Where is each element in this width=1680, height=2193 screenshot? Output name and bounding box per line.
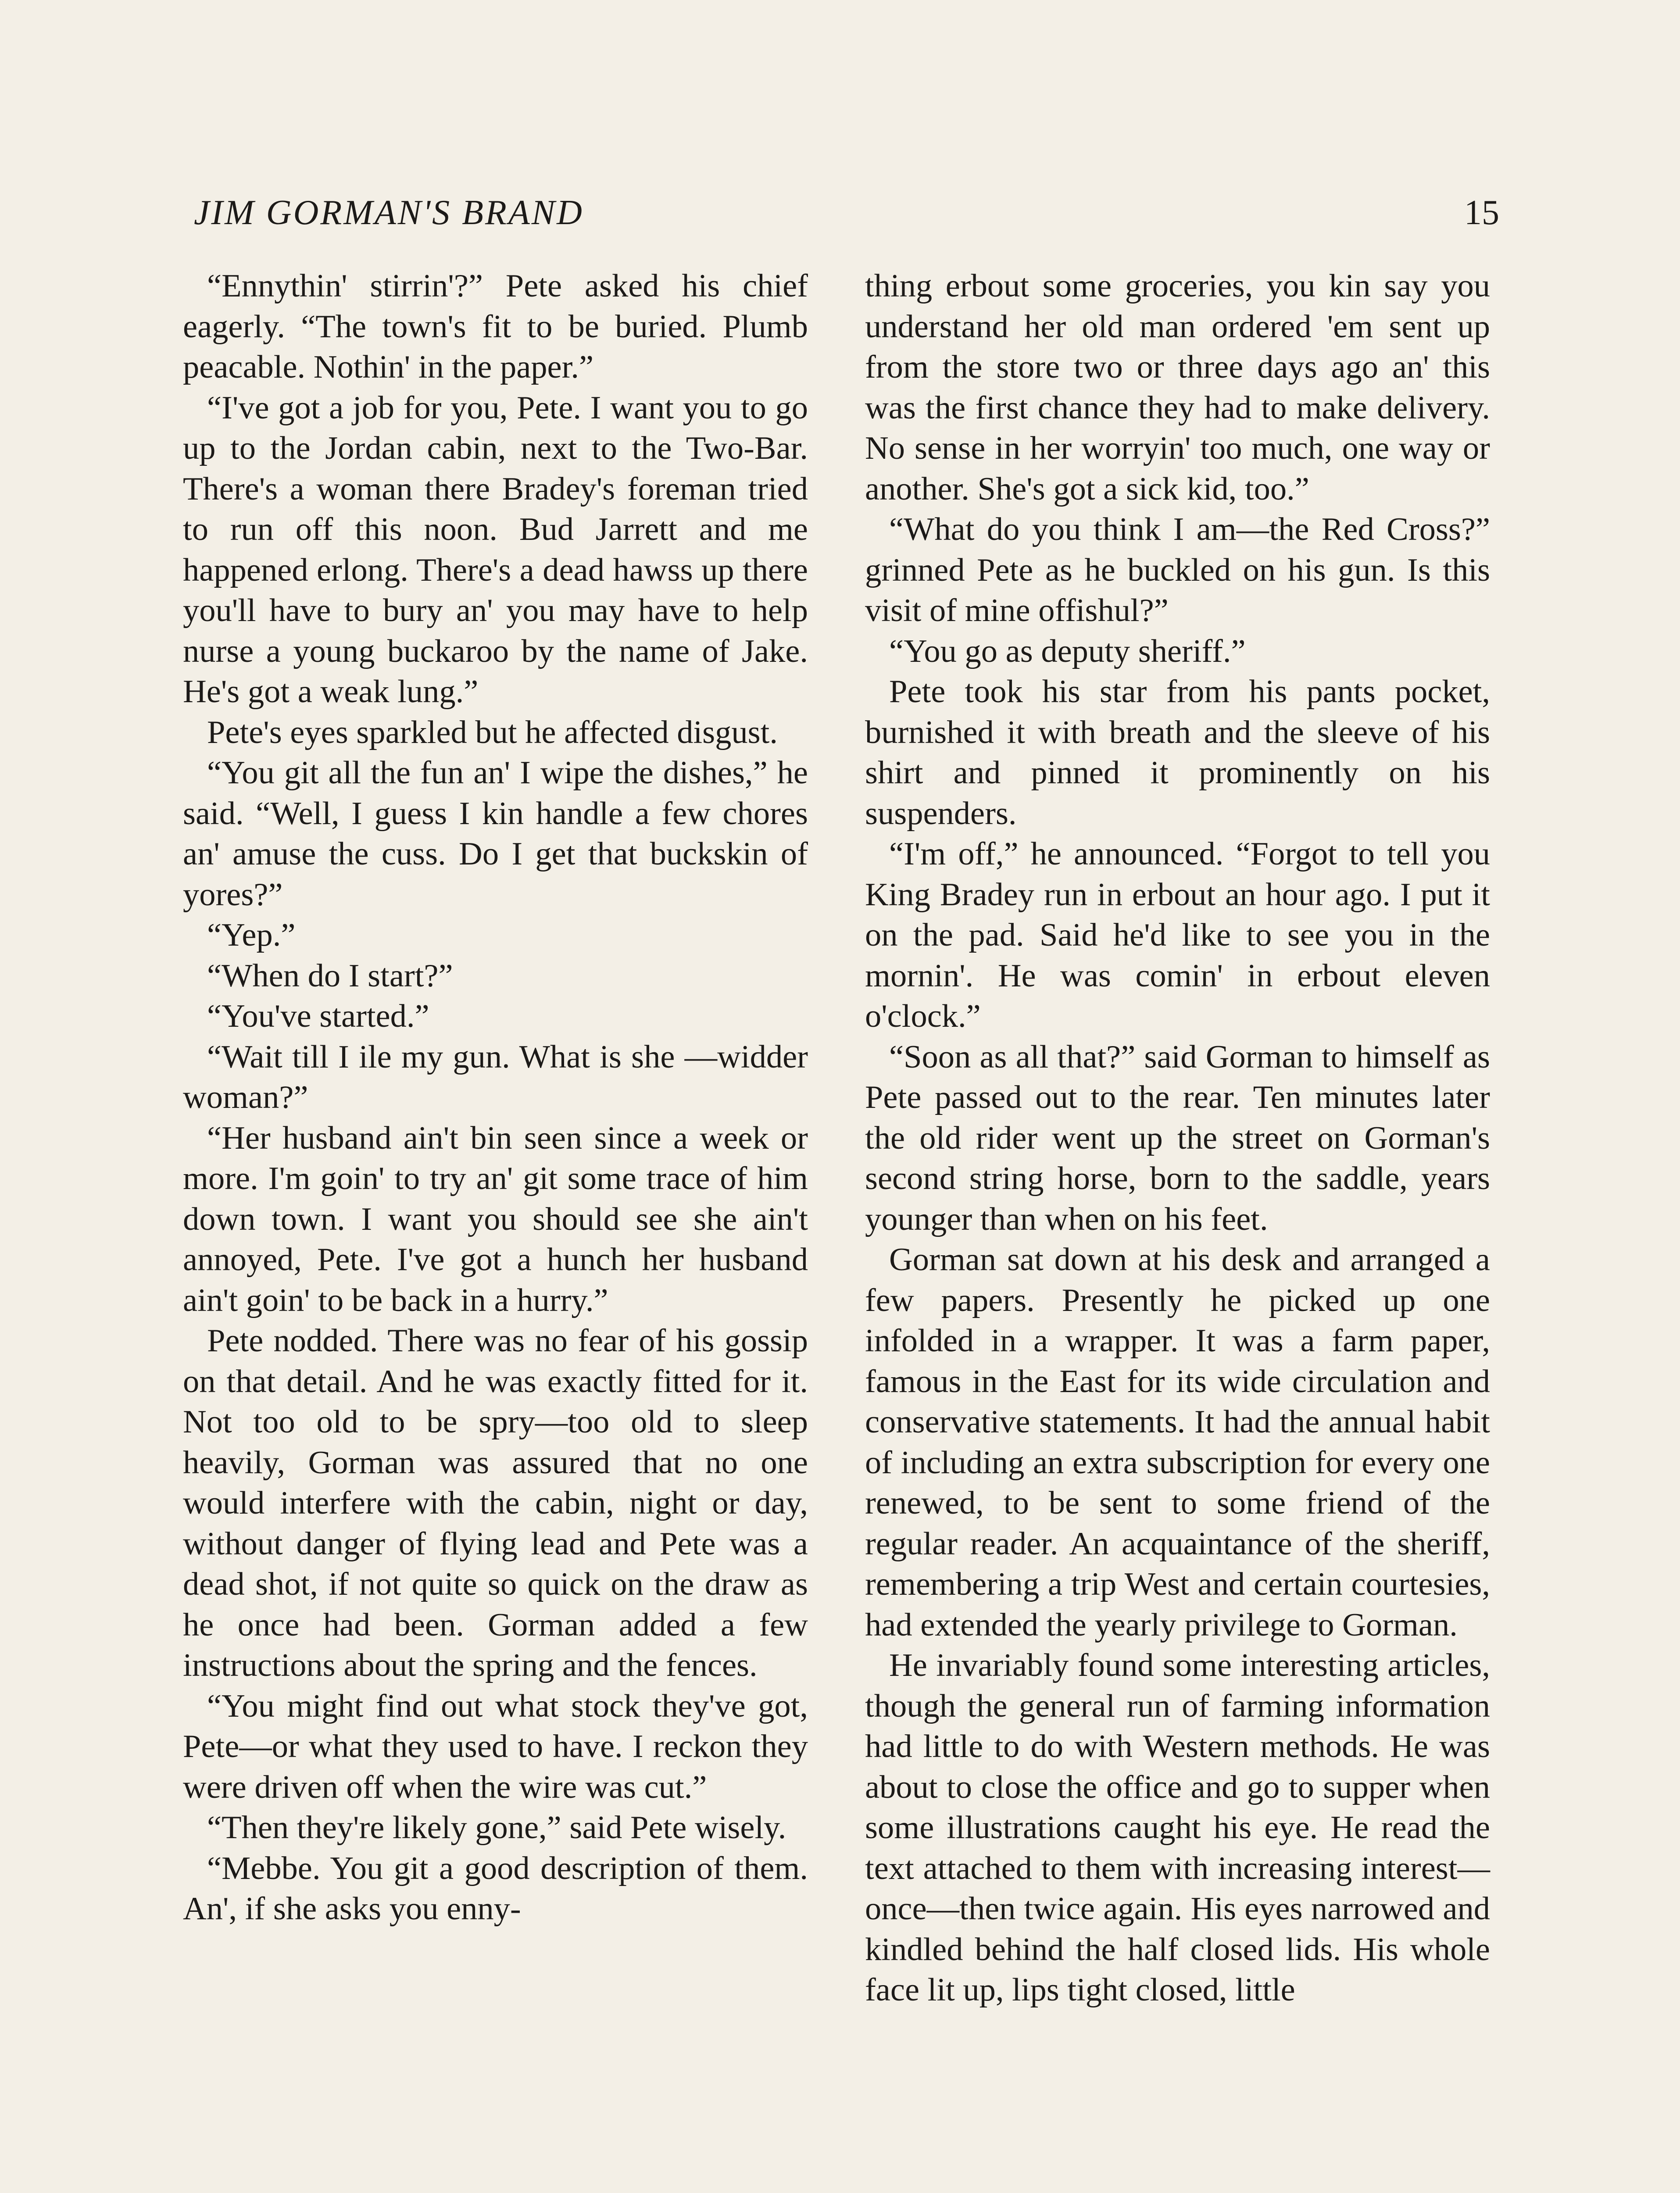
paragraph: Pete's eyes sparkled but he affected disgust. xyxy=(207,714,778,750)
paragraph: “Mebbe. You git a good description of them. An', if she asks you enny- xyxy=(183,1850,808,1927)
right-column xyxy=(865,266,1490,2011)
paragraph: “When do I start?” xyxy=(207,957,453,994)
paragraph: “Her husband ain't bin seen since a week or more. I'm goin' to try an' git some trace of him down town. I want you should see she ain't annoyed, Pete. I've got a hunch her husband ain't goin' to be back in a hurry.” xyxy=(183,1120,808,1318)
paragraph: “You've started.” xyxy=(207,998,429,1034)
paragraph: Gorman sat down at his desk and arranged a few papers. Presently he picked up one infolded in a wrapper. It was a farm paper, famous in the East for its wide circulation and conservative statements. It had the annual habit of including an extra subscription for every one renewed, to be sent to some friend of the regular reader. An acquaintance of the sheriff, remembering a trip West and certain courtesies, had extended the yearly privilege to Gorman. xyxy=(865,1242,1490,1643)
left-column xyxy=(183,266,808,1929)
paragraph: “You go as deputy sheriff.” xyxy=(889,633,1246,669)
paragraph: thing erbout some groceries, you kin say you understand her old man ordered 'em sent up from the store two or three days ago an' this was the first chance they had to make delivery. No sense in her worryin' too much, one way or another. She's got a sick kid, too.” xyxy=(865,268,1490,507)
paragraph: “You might find out what stock they've got, Pete—or what they used to have. I reckon they were driven off when the wire was cut.” xyxy=(183,1688,808,1805)
running-title: JIM GORMAN'S BRAND xyxy=(194,193,584,232)
paragraph: “I'm off,” he announced. “Forgot to tell you King Bradey run in erbout an hour ago. I put it on the pad. Said he'd like to see you in the mornin'. He was comin' in erbout eleven o'clock.” xyxy=(865,836,1490,1034)
paragraph: “I've got a job for you, Pete. I want you to go up to the Jordan cabin, next to the Two-Bar. There's a woman there Bradey's foreman tried to run off this noon. Bud Jarrett and me happened erlong. There's a dead hawss up there you'll have to bury an' you may have to help nurse a young buckaroo by the name of Jake. He's got a weak lung.” xyxy=(183,389,808,710)
paragraph: “Ennythin' stirrin'?” Pete asked his chief eagerly. “The town's fit to be buried. Plumb peacable. Nothin' in the paper.” xyxy=(183,268,808,385)
paragraph: He invariably found some interesting articles, though the general run of farming information had little to do with Western methods. He was about to close the office and go to supper when some illustrations caught his eye. He read the text attached to them with increasing interest—once—then twice again. His eyes narrowed and kindled behind the half closed lids. His whole face lit up, lips tight closed, little xyxy=(865,1647,1490,2008)
page-number: 15 xyxy=(1464,193,1499,232)
paragraph: “Yep.” xyxy=(207,917,296,953)
paragraph: Pete took his star from his pants pocket, burnished it with breath and the sleeve of his shirt and pinned it prominently on his suspenders. xyxy=(865,674,1490,832)
paragraph: “Then they're likely gone,” said Pete wisely. xyxy=(207,1810,786,1846)
paragraph: “What do you think I am—the Red Cross?” grinned Pete as he buckled on his gun. Is this visit of mine offishul?” xyxy=(865,511,1490,629)
paragraph: “Wait till I ile my gun. What is she —widder woman?” xyxy=(183,1039,808,1115)
paragraph: “Soon as all that?” said Gorman to himself as Pete passed out to the rear. Ten minutes later the old rider went up the street on Gorman's second string horse, born to the saddle, years younger than when on his feet. xyxy=(865,1039,1490,1237)
paragraph: Pete nodded. There was no fear of his gossip on that detail. And he was exactly fitted for it. Not too old to be spry—too old to sleep heavily, Gorman was assured that no one would interfere with the cabin, night or day, without danger of flying lead and Pete was a dead shot, if not quite so quick on the draw as he once had been. Gorman added a few instructions about the spring and the fences. xyxy=(183,1323,808,1683)
paragraph: “You git all the fun an' I wipe the dishes,” he said. “Well, I guess I kin handle a few chores an' amuse the cuss. Do I get that buckskin of yores?” xyxy=(183,755,808,913)
